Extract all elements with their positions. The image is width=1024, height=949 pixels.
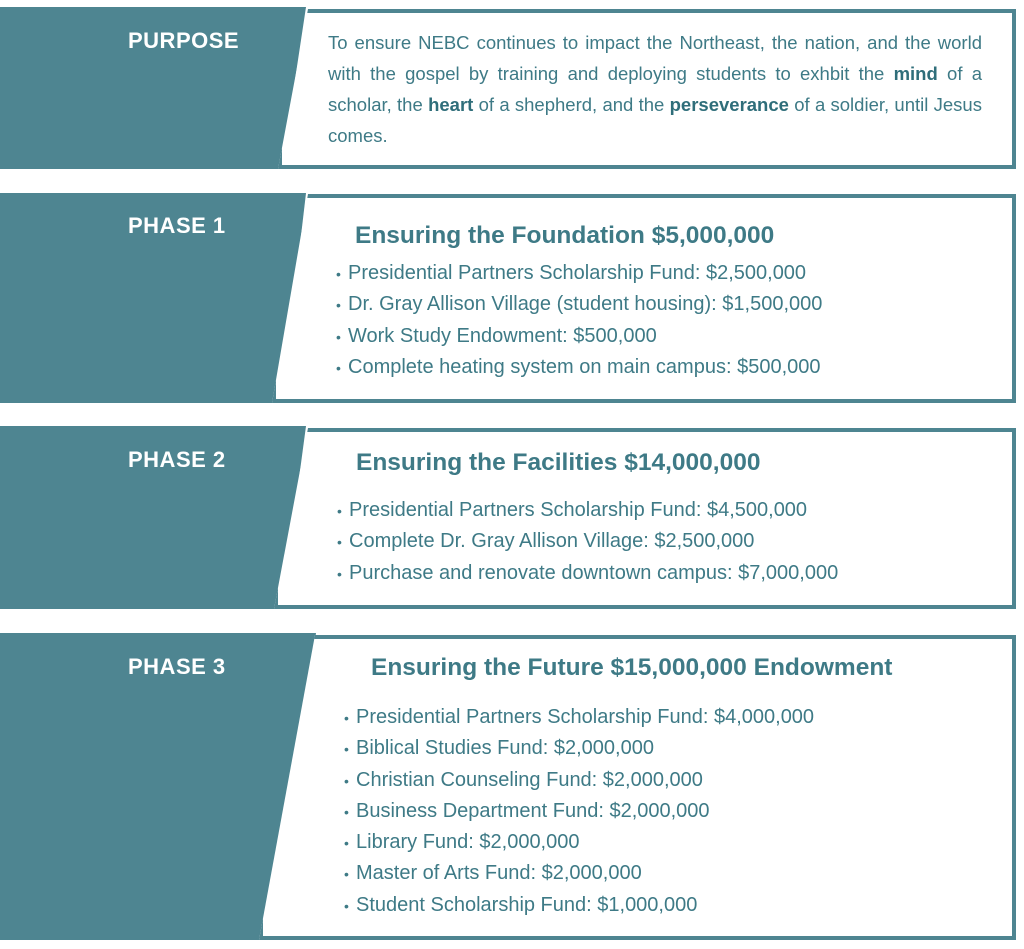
- list-item: • Master of Arts Fund: $2,000,000: [344, 858, 814, 889]
- list-item: • Presidential Partners Scholarship Fund: $2,500,000: [336, 258, 822, 289]
- list-item: • Presidential Partners Scholarship Fund: $4,000,000: [344, 702, 814, 733]
- phase-3-list: [344, 702, 814, 921]
- phase-3-label: PHASE 3: [128, 654, 226, 679]
- purpose-label: PURPOSE: [128, 28, 240, 53]
- list-item: • Business Department Fund: $2,000,000: [344, 796, 814, 827]
- list-item: • Biblical Studies Fund: $2,000,000: [344, 733, 814, 764]
- phase-1-title: Ensuring the Foundation $5,000,000: [355, 222, 775, 249]
- list-item: • Dr. Gray Allison Village (student housing): $1,500,000: [336, 289, 822, 320]
- list-item: • Student Scholarship Fund: $1,000,000: [344, 890, 814, 921]
- list-item: • Purchase and renovate downtown campus: $7,000,000: [337, 558, 838, 589]
- list-item: • Library Fund: $2,000,000: [344, 827, 814, 858]
- emphasis-perseverance: perseverance: [669, 94, 789, 115]
- list-item: • Presidential Partners Scholarship Fund: $4,500,000: [337, 495, 838, 526]
- list-item: • Complete Dr. Gray Allison Village: $2,500,000: [337, 526, 838, 557]
- phase-2-label: PHASE 2: [128, 447, 226, 472]
- phase-3-title: Ensuring the Future $15,000,000 Endowment: [371, 654, 893, 681]
- phase-1-label: PHASE 1: [128, 213, 226, 238]
- list-item: • Work Study Endowment: $500,000: [336, 321, 822, 352]
- emphasis-heart: heart: [428, 94, 474, 115]
- list-item: • Complete heating system on main campus: $500,000: [336, 352, 822, 383]
- phase-2-list: [337, 495, 838, 589]
- list-item: • Christian Counseling Fund: $2,000,000: [344, 765, 814, 796]
- emphasis-mind: mind: [893, 63, 938, 84]
- purpose-text: To ensure NEBC continues to impact the Northeast, the nation, and the world with the gospel by training and deploying students to exhbit the mind of a scholar, the heart of a shepherd, and the perseverance of a soldier, until Jesus comes.: [328, 32, 983, 146]
- phase-1-list: [336, 258, 822, 383]
- phase-2-title: Ensuring the Facilities $14,000,000: [356, 449, 761, 476]
